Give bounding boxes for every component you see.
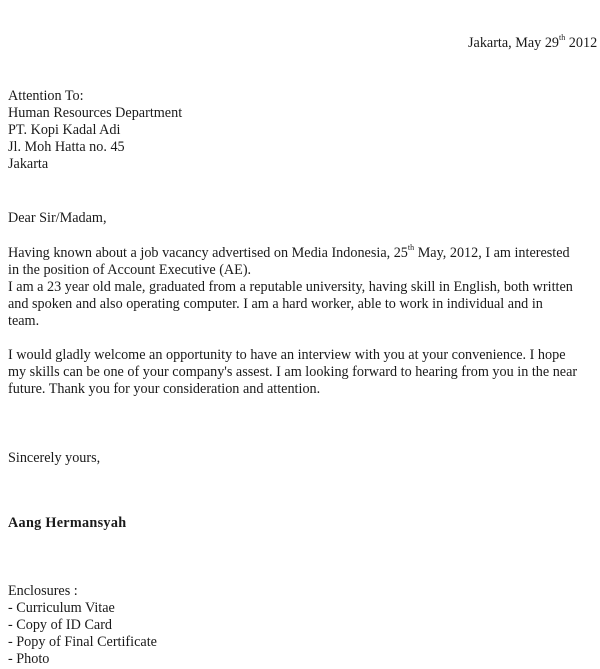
paragraph-1-line-4: and spoken and also operating computer. I am a hard worker, able to work in individual and in	[8, 296, 543, 312]
enclosure-item: - Curriculum Vitae	[8, 600, 115, 616]
enclosure-item: - Photo	[8, 651, 50, 667]
p1-text-a: Having known about a job vacancy advertised on Media Indonesia, 25	[8, 245, 408, 261]
paragraph-1-line-3: I am a 23 year old male, graduated from a reputable university, having skill in English, both written	[8, 279, 573, 295]
closing: Sincerely yours,	[8, 450, 101, 466]
recipient-department: Human Resources Department	[8, 105, 183, 121]
date-text: Jakarta, May 29	[468, 35, 560, 51]
date-ordinal: th	[559, 33, 566, 43]
recipient-city: Jakarta	[8, 156, 49, 172]
enclosure-item: - Popy of Final Certificate	[8, 634, 157, 650]
salutation: Dear Sir/Madam,	[8, 210, 107, 226]
recipient-company: PT. Kopi Kadal Adi	[8, 122, 121, 138]
signer-name: Aang Hermansyah	[8, 515, 127, 531]
paragraph-1-line-2: in the position of Account Executive (AE).	[8, 262, 252, 278]
paragraph-1-line-1	[8, 245, 570, 262]
paragraph-2-line-2: my skills can be one of your company's assest. I am looking forward to hearing from you in the near	[8, 364, 578, 380]
enclosure-item: - Copy of ID Card	[8, 617, 113, 633]
p1-ordinal: th	[407, 243, 415, 253]
letter-date	[468, 35, 597, 52]
p1-text-b: May, 2012, I am interested	[414, 245, 570, 261]
paragraph-2-line-1: I would gladly welcome an opportunity to have an interview with you at your convenience. I hope	[8, 347, 566, 363]
enclosures-title: Enclosures :	[8, 583, 78, 599]
paragraph-1-line-5: team.	[8, 313, 40, 329]
attention-line: Attention To:	[8, 88, 84, 104]
date-year: 2012	[565, 35, 598, 51]
paragraph-2-line-3: future. Thank you for your consideration and attention.	[8, 381, 321, 397]
recipient-street: Jl. Moh Hatta no. 45	[8, 139, 125, 155]
